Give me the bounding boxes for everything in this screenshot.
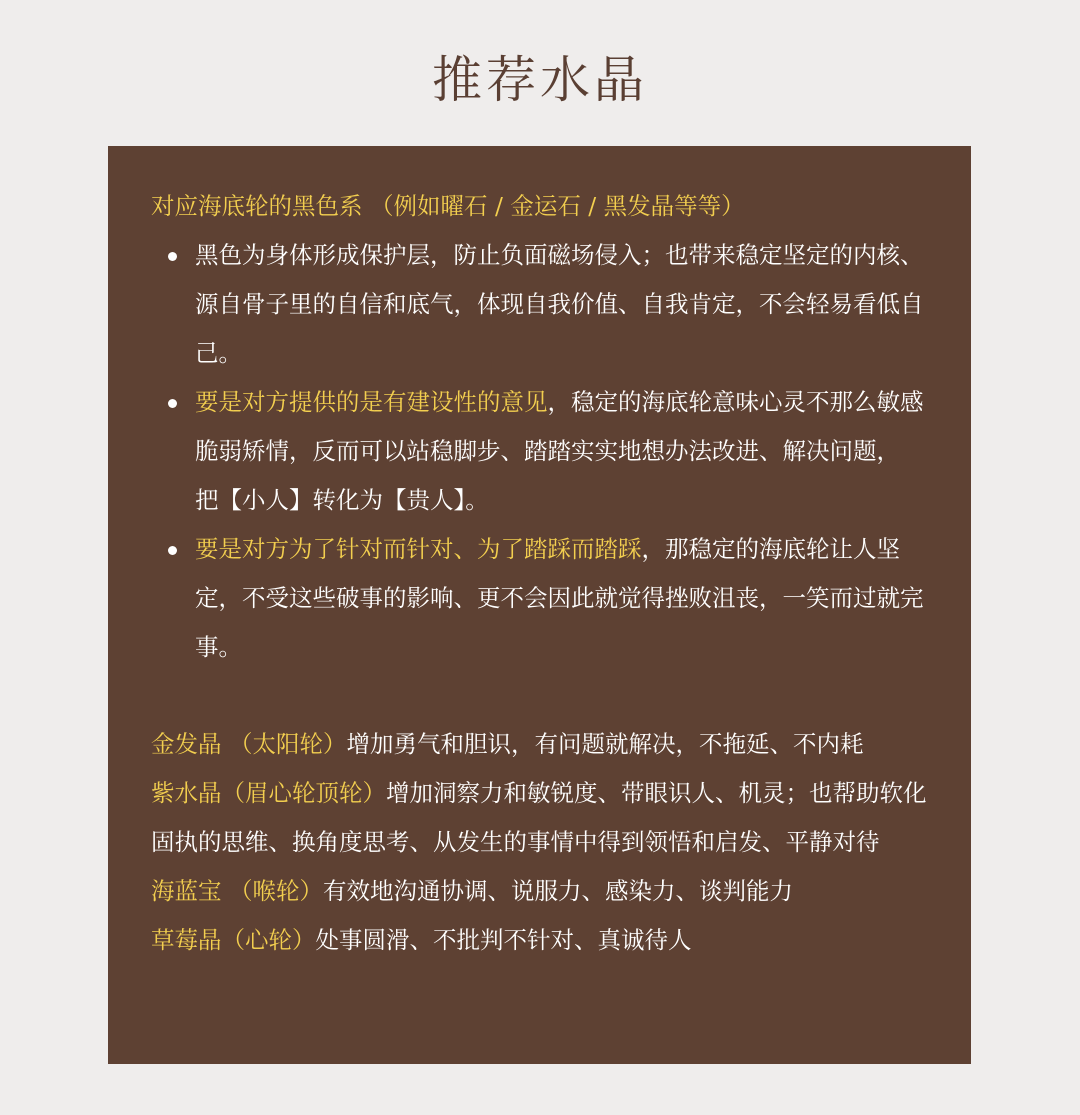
bullet-item xyxy=(151,378,931,525)
crystal-name: 紫水晶（眉心轮顶轮） xyxy=(151,779,386,807)
bullet-item xyxy=(151,231,931,378)
crystal-item-aquamarine xyxy=(151,867,931,916)
crystal-name: 海蓝宝 （喉轮） xyxy=(151,877,323,905)
crystal-name: 草莓晶（心轮） xyxy=(151,926,316,954)
content-panel xyxy=(108,146,971,1064)
crystal-item-citrine xyxy=(151,720,931,769)
crystal-desc: 处事圆滑、不批判不针对、真诚待人 xyxy=(315,926,692,954)
crystal-desc: 有效地沟通协调、说服力、感染力、谈判能力 xyxy=(322,877,793,905)
spacer xyxy=(151,672,931,720)
bullet-text: ，那稳定的海底轮让人坚定，不受这些破事的影响、更不会因此就觉得挫败沮丧，一笑而过就完事。 xyxy=(195,535,924,661)
crystal-item-amethyst xyxy=(151,769,931,867)
bullet-dot-icon xyxy=(168,546,177,555)
bullet-dot-icon xyxy=(168,252,177,261)
section-heading: 对应海底轮的黑色系 （例如曜石 / 金运石 / 黑发晶等等） xyxy=(151,192,745,220)
bullet-highlight: 要是对方提供的是有建设性的意见 xyxy=(195,388,548,416)
bullet-highlight: 要是对方为了针对而针对、为了踏踩而踏踩 xyxy=(195,535,642,563)
bullet-list xyxy=(151,231,931,672)
bullet-text: ，稳定的海底轮意味心灵不那么敏感脆弱矫情，反而可以站稳脚步、踏踏实实地想办法改进、解决问题， 把【小人】转化为【贵人】。 xyxy=(195,388,924,514)
page-title: 推荐水晶 xyxy=(432,51,648,109)
crystal-item-strawberry-quartz xyxy=(151,916,931,965)
bullet-text: 黑色为身体形成保护层，防止负面磁场侵入；也带来稳定坚定的内核、源自骨子里的自信和底气，体现自我价值、自我肯定，不会轻易看低自己。 xyxy=(195,241,924,367)
bullet-dot-icon xyxy=(168,399,177,408)
bullet-item xyxy=(151,525,931,672)
crystal-desc: 增加洞察力和敏锐度、带眼识人、机灵；也帮助软化固执的思维、换角度思考、从发生的事情中得到领悟和启发、平静对待 xyxy=(151,779,927,856)
crystal-name: 金发晶 （太阳轮） xyxy=(151,730,347,758)
crystal-desc: 增加勇气和胆识，有问题就解决，不拖延、不内耗 xyxy=(346,730,864,758)
